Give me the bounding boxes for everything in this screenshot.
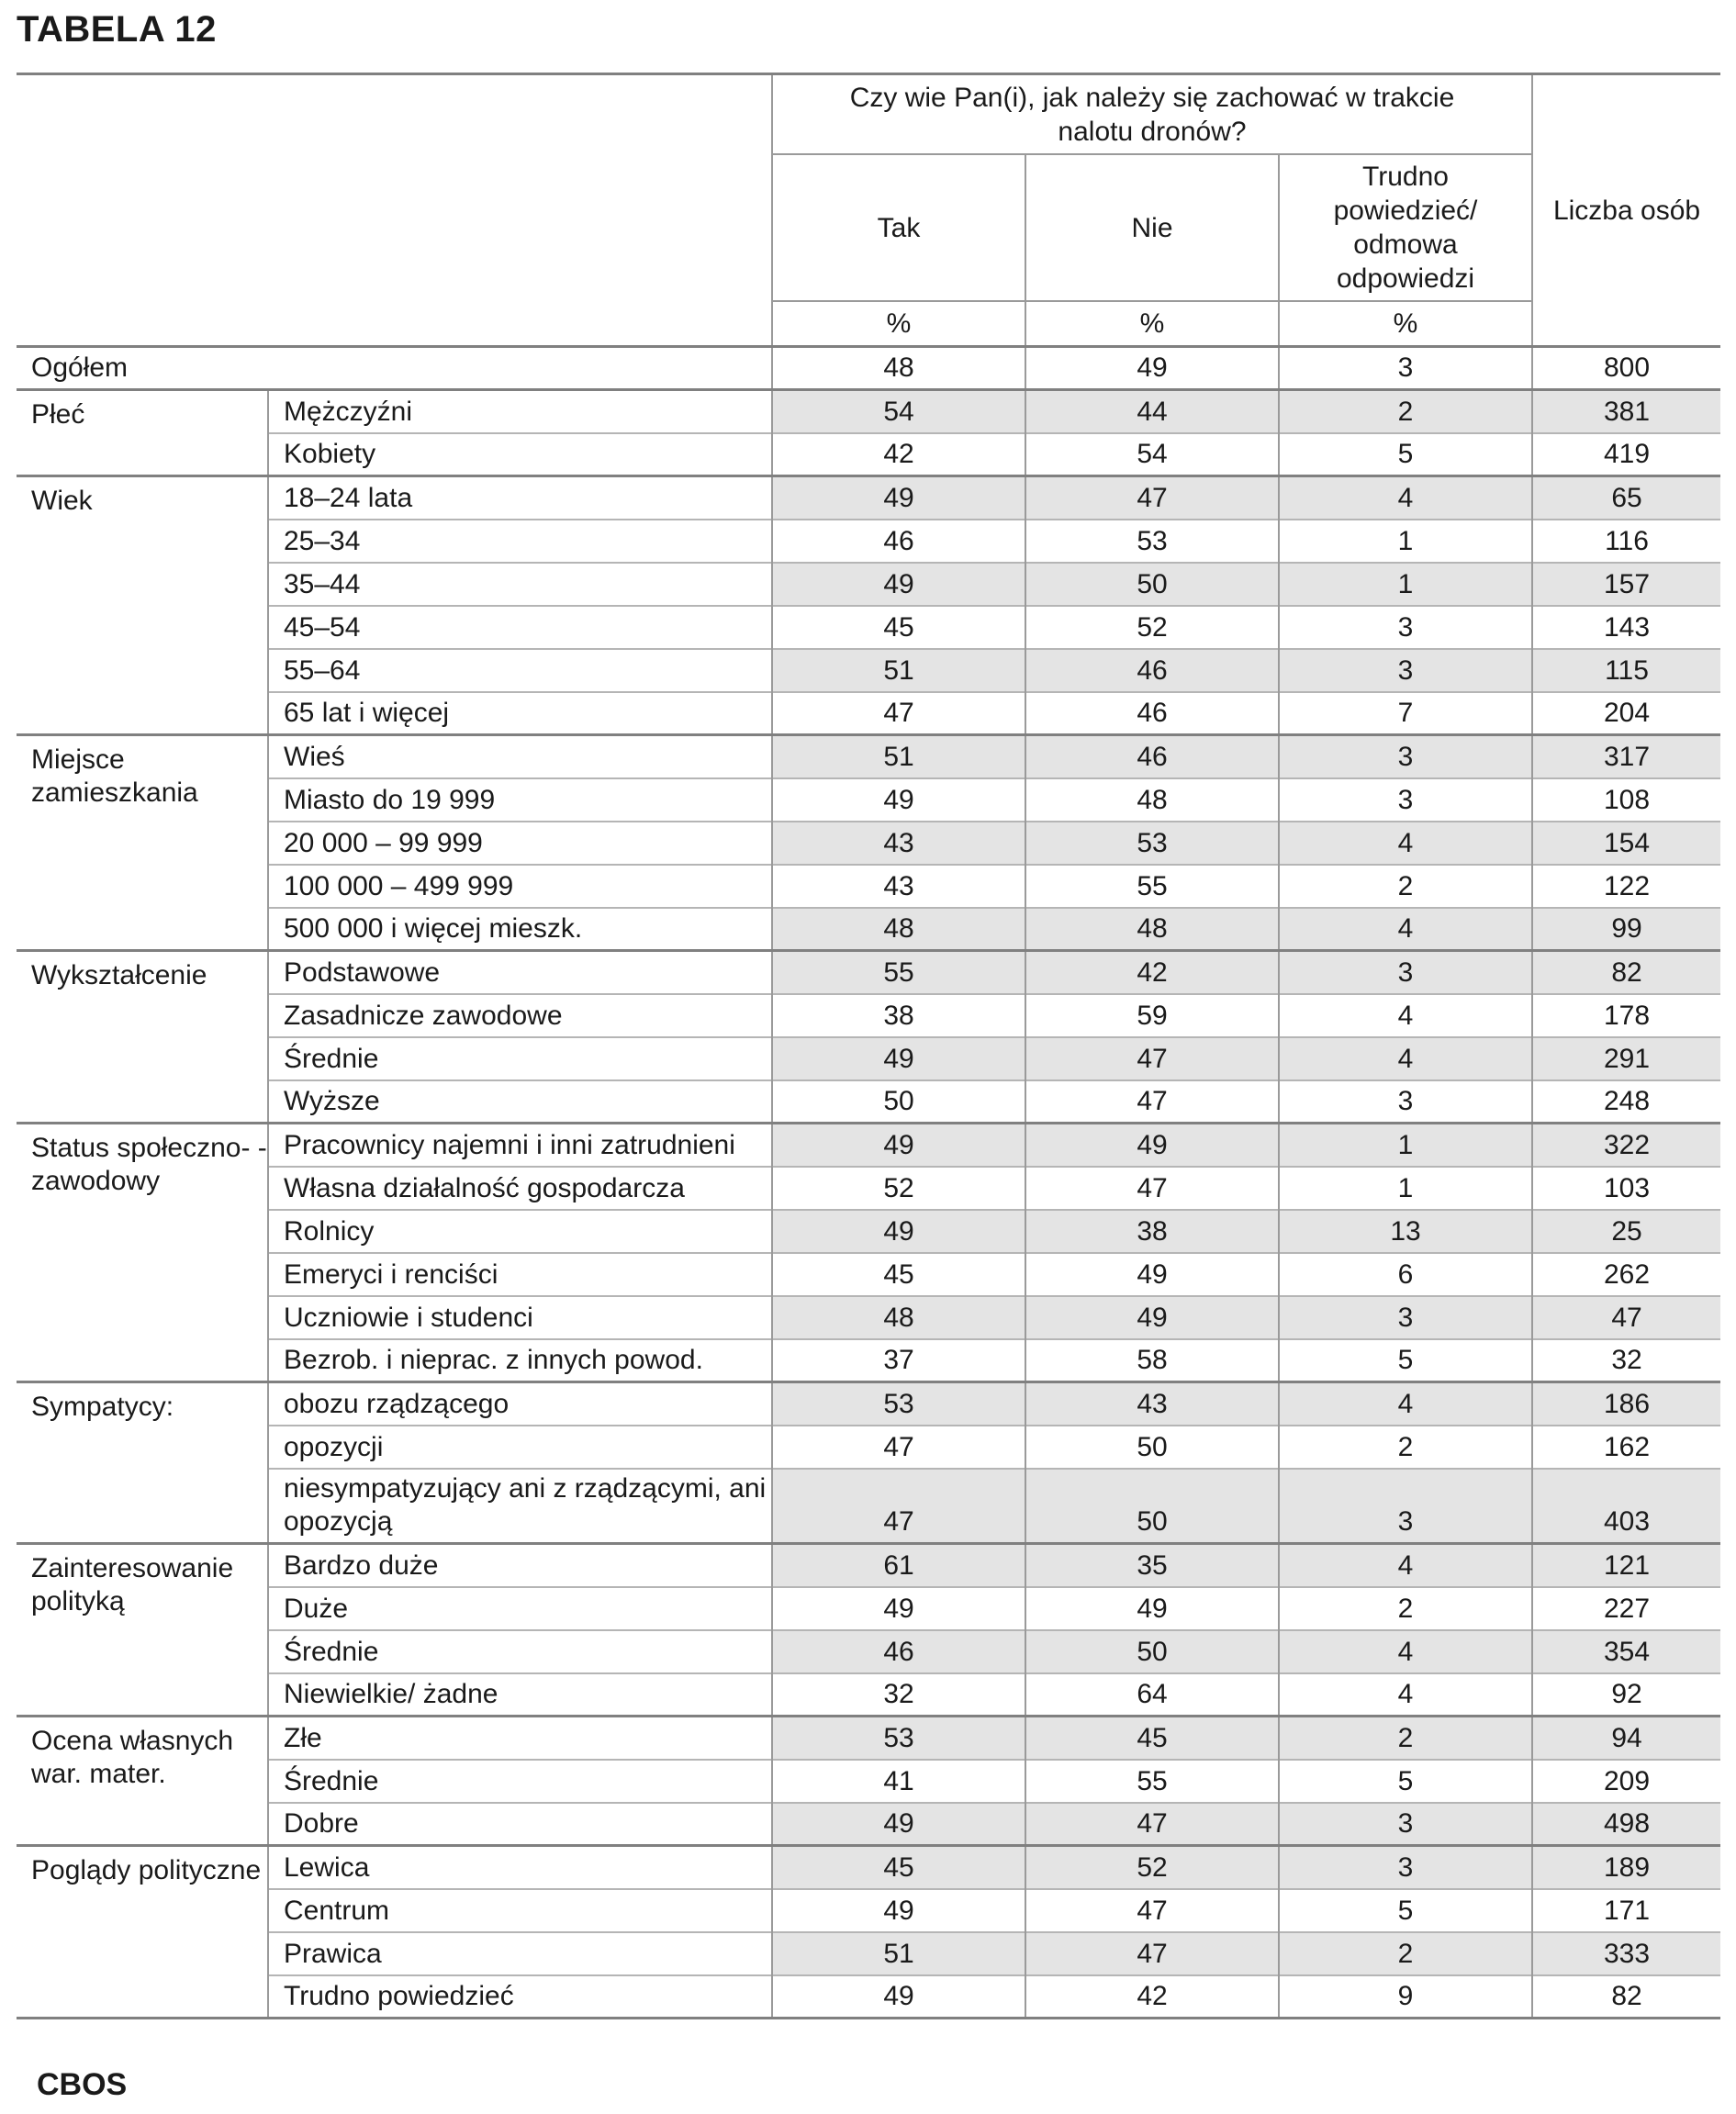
cell-trudno: 3 — [1279, 1803, 1532, 1846]
row-label: 45–54 — [268, 606, 772, 649]
table-row — [17, 1426, 1720, 1469]
cell-trudno: 7 — [1279, 692, 1532, 735]
cell-nie: 47 — [1025, 1889, 1279, 1932]
row-label: Średnie — [268, 1037, 772, 1080]
cell-trudno: 3 — [1279, 606, 1532, 649]
row-label: Prawica — [268, 1932, 772, 1975]
cell-tak: 45 — [772, 1846, 1025, 1889]
cell-nie: 49 — [1025, 1253, 1279, 1296]
cell-count: 99 — [1532, 908, 1720, 951]
table-row — [17, 1124, 1720, 1167]
table-row — [17, 778, 1720, 822]
cell-trudno: 1 — [1279, 1124, 1532, 1167]
row-label: 65 lat i więcej — [268, 692, 772, 735]
table-row — [17, 1544, 1720, 1587]
cell-tak: 47 — [772, 692, 1025, 735]
row-label: Uczniowie i studenci — [268, 1296, 772, 1339]
table-row — [17, 606, 1720, 649]
cell-tak: 43 — [772, 822, 1025, 865]
cell-nie: 53 — [1025, 520, 1279, 563]
cell-nie: 47 — [1025, 1080, 1279, 1124]
row-label: Bardzo duże — [268, 1544, 772, 1587]
table-row — [17, 1080, 1720, 1124]
row-label: Pracownicy najemni i inni zatrudnieni — [268, 1124, 772, 1167]
cell-count: 65 — [1532, 476, 1720, 520]
cell-tak: 53 — [772, 1717, 1025, 1760]
cell-tak: 55 — [772, 951, 1025, 994]
cell-tak: 45 — [772, 606, 1025, 649]
cell-tak: 53 — [772, 1382, 1025, 1426]
row-label: Lewica — [268, 1846, 772, 1889]
row-label: Wieś — [268, 735, 772, 778]
cell-nie: 52 — [1025, 606, 1279, 649]
column-header-tak: Tak — [772, 154, 1025, 301]
cell-trudno: 9 — [1279, 1975, 1532, 2019]
cell-count: 333 — [1532, 1932, 1720, 1975]
cell-count: 227 — [1532, 1587, 1720, 1630]
cell-trudno: 5 — [1279, 1339, 1532, 1382]
cell-count: 122 — [1532, 865, 1720, 908]
cell-trudno: 2 — [1279, 865, 1532, 908]
survey-table — [17, 73, 1720, 2019]
row-label: opozycji — [268, 1426, 772, 1469]
cell-nie: 49 — [1025, 1587, 1279, 1630]
cell-count: 162 — [1532, 1426, 1720, 1469]
cell-nie: 48 — [1025, 908, 1279, 951]
row-label: obozu rządzącego — [268, 1382, 772, 1426]
cell-nie: 50 — [1025, 563, 1279, 606]
row-label: Złe — [268, 1717, 772, 1760]
cell-count: 209 — [1532, 1760, 1720, 1803]
cell-tak: 49 — [772, 1210, 1025, 1253]
cell-trudno: 1 — [1279, 520, 1532, 563]
cell-nie: 45 — [1025, 1717, 1279, 1760]
cell-nie: 42 — [1025, 1975, 1279, 2019]
table-row — [17, 994, 1720, 1037]
cell-tak: 32 — [772, 1673, 1025, 1717]
cell-tak: 42 — [772, 433, 1025, 476]
row-label: Emeryci i renciści — [268, 1253, 772, 1296]
cell-trudno: 4 — [1279, 1382, 1532, 1426]
cell-tak: 51 — [772, 735, 1025, 778]
cell-tak: 37 — [772, 1339, 1025, 1382]
cell-trudno: 3 — [1279, 951, 1532, 994]
cell-nie: 55 — [1025, 865, 1279, 908]
table-title: TABELA 12 — [17, 9, 217, 50]
table-row — [17, 692, 1720, 735]
unit-label: % — [1279, 301, 1532, 347]
table-row — [17, 433, 1720, 476]
cell-nie: 46 — [1025, 735, 1279, 778]
group-label: Sympatycy: — [17, 1382, 268, 1544]
cell-nie: 50 — [1025, 1630, 1279, 1673]
cell-tak: 47 — [772, 1469, 1025, 1544]
cell-trudno: 3 — [1279, 735, 1532, 778]
cell-trudno: 5 — [1279, 1760, 1532, 1803]
header-blank — [17, 74, 772, 347]
cell-nie: 50 — [1025, 1469, 1279, 1544]
cell-trudno: 3 — [1279, 1296, 1532, 1339]
table-row — [17, 1846, 1720, 1889]
cell-tak: 49 — [772, 1889, 1025, 1932]
row-label: Rolnicy — [268, 1210, 772, 1253]
cell-count: 116 — [1532, 520, 1720, 563]
table-row — [17, 563, 1720, 606]
table-row — [17, 649, 1720, 692]
cell-tak: 49 — [772, 1803, 1025, 1846]
cell-tak: 52 — [772, 1167, 1025, 1210]
cell-nie: 49 — [1025, 347, 1279, 390]
cell-nie: 49 — [1025, 1124, 1279, 1167]
cell-nie: 53 — [1025, 822, 1279, 865]
cell-count: 171 — [1532, 1889, 1720, 1932]
cell-nie: 43 — [1025, 1382, 1279, 1426]
row-label: Dobre — [268, 1803, 772, 1846]
count-header: Liczba osób — [1532, 74, 1720, 347]
table-row — [17, 1339, 1720, 1382]
table-row — [17, 1587, 1720, 1630]
group-label: Wiek — [17, 476, 268, 735]
cell-tak: 54 — [772, 390, 1025, 433]
cell-trudno: 5 — [1279, 433, 1532, 476]
cell-count: 92 — [1532, 1673, 1720, 1717]
table-row — [17, 1469, 1720, 1544]
cell-trudno: 13 — [1279, 1210, 1532, 1253]
table-row — [17, 908, 1720, 951]
cell-tak: 45 — [772, 1253, 1025, 1296]
total-label: Ogółem — [17, 347, 772, 390]
table-row — [17, 1253, 1720, 1296]
row-label: Miasto do 19 999 — [268, 778, 772, 822]
cell-nie: 59 — [1025, 994, 1279, 1037]
cell-trudno: 1 — [1279, 563, 1532, 606]
row-label: 100 000 – 499 999 — [268, 865, 772, 908]
table-row — [17, 476, 1720, 520]
cell-tak: 51 — [772, 649, 1025, 692]
table-row — [17, 520, 1720, 563]
total-row — [17, 347, 1720, 390]
group-label: Miejsce zamieszkania — [17, 735, 268, 951]
cell-count: 115 — [1532, 649, 1720, 692]
cell-nie: 42 — [1025, 951, 1279, 994]
cell-tak: 46 — [772, 520, 1025, 563]
cell-tak: 49 — [772, 563, 1025, 606]
cell-trudno: 6 — [1279, 1253, 1532, 1296]
cell-count: 354 — [1532, 1630, 1720, 1673]
table-row — [17, 1717, 1720, 1760]
row-label: Bezrob. i nieprac. z innych powod. — [268, 1339, 772, 1382]
group-label: Poglądy polityczne — [17, 1846, 268, 2019]
cell-count: 121 — [1532, 1544, 1720, 1587]
cell-count: 322 — [1532, 1124, 1720, 1167]
cell-count: 204 — [1532, 692, 1720, 735]
cell-count: 25 — [1532, 1210, 1720, 1253]
cell-tak: 49 — [772, 1587, 1025, 1630]
cell-trudno: 4 — [1279, 1673, 1532, 1717]
cell-count: 189 — [1532, 1846, 1720, 1889]
cell-count: 143 — [1532, 606, 1720, 649]
cell-trudno: 3 — [1279, 649, 1532, 692]
cell-trudno: 1 — [1279, 1167, 1532, 1210]
cell-nie: 58 — [1025, 1339, 1279, 1382]
row-label: Średnie — [268, 1630, 772, 1673]
cell-count: 82 — [1532, 951, 1720, 994]
cell-count: 291 — [1532, 1037, 1720, 1080]
row-label: 55–64 — [268, 649, 772, 692]
table-row — [17, 1167, 1720, 1210]
cell-count: 82 — [1532, 1975, 1720, 2019]
row-label: Zasadnicze zawodowe — [268, 994, 772, 1037]
cell-count: 419 — [1532, 433, 1720, 476]
cell-nie: 50 — [1025, 1426, 1279, 1469]
cell-trudno: 4 — [1279, 1630, 1532, 1673]
unit-label: % — [772, 301, 1025, 347]
cell-nie: 35 — [1025, 1544, 1279, 1587]
cell-nie: 54 — [1025, 433, 1279, 476]
cell-trudno: 3 — [1279, 347, 1532, 390]
unit-label: % — [1025, 301, 1279, 347]
row-label: Własna działalność gospodarcza — [268, 1167, 772, 1210]
cell-count: 178 — [1532, 994, 1720, 1037]
table-row — [17, 1932, 1720, 1975]
row-label: 18–24 lata — [268, 476, 772, 520]
group-label: Status społeczno- -zawodowy — [17, 1124, 268, 1382]
row-label: 500 000 i więcej mieszk. — [268, 908, 772, 951]
cell-trudno: 4 — [1279, 994, 1532, 1037]
cell-trudno: 4 — [1279, 822, 1532, 865]
cell-nie: 46 — [1025, 692, 1279, 735]
cell-tak: 48 — [772, 1296, 1025, 1339]
table-row — [17, 1803, 1720, 1846]
cell-tak: 49 — [772, 778, 1025, 822]
cell-tak: 49 — [772, 1975, 1025, 2019]
cell-nie: 52 — [1025, 1846, 1279, 1889]
cell-trudno: 4 — [1279, 476, 1532, 520]
cell-count: 800 — [1532, 347, 1720, 390]
cell-nie: 48 — [1025, 778, 1279, 822]
cell-count: 317 — [1532, 735, 1720, 778]
cell-nie: 46 — [1025, 649, 1279, 692]
row-label: 25–34 — [268, 520, 772, 563]
table-row — [17, 1037, 1720, 1080]
table-row — [17, 735, 1720, 778]
row-label: Średnie — [268, 1760, 772, 1803]
row-label: niesympatyzujący ani z rządzącymi, ani opozycją — [268, 1469, 772, 1544]
cell-count: 403 — [1532, 1469, 1720, 1544]
question-header: Czy wie Pan(i), jak należy się zachować w trakcie nalotu dronów? — [772, 74, 1532, 155]
cell-nie: 55 — [1025, 1760, 1279, 1803]
row-label: Niewielkie/ żadne — [268, 1673, 772, 1717]
cell-count: 94 — [1532, 1717, 1720, 1760]
row-label: Mężczyźni — [268, 390, 772, 433]
cell-count: 47 — [1532, 1296, 1720, 1339]
cell-tak: 49 — [772, 1124, 1025, 1167]
group-label: Zainteresowanie polityką — [17, 1544, 268, 1717]
cell-count: 157 — [1532, 563, 1720, 606]
table-row — [17, 951, 1720, 994]
table-row — [17, 1382, 1720, 1426]
table-row — [17, 1210, 1720, 1253]
cell-trudno: 3 — [1279, 1469, 1532, 1544]
cell-count: 262 — [1532, 1253, 1720, 1296]
cell-trudno: 3 — [1279, 1080, 1532, 1124]
cell-nie: 47 — [1025, 476, 1279, 520]
cell-nie: 38 — [1025, 1210, 1279, 1253]
cell-tak: 43 — [772, 865, 1025, 908]
row-label: 20 000 – 99 999 — [268, 822, 772, 865]
cell-count: 498 — [1532, 1803, 1720, 1846]
cell-trudno: 2 — [1279, 390, 1532, 433]
cell-tak: 46 — [772, 1630, 1025, 1673]
cell-nie: 47 — [1025, 1932, 1279, 1975]
cell-tak: 61 — [772, 1544, 1025, 1587]
row-label: Centrum — [268, 1889, 772, 1932]
cell-trudno: 4 — [1279, 1544, 1532, 1587]
table-body — [17, 347, 1720, 2019]
cell-tak: 41 — [772, 1760, 1025, 1803]
cell-count: 154 — [1532, 822, 1720, 865]
cell-trudno: 5 — [1279, 1889, 1532, 1932]
table-row — [17, 1630, 1720, 1673]
cell-tak: 49 — [772, 1037, 1025, 1080]
cell-trudno: 4 — [1279, 1037, 1532, 1080]
cell-tak: 49 — [772, 476, 1025, 520]
cell-tak: 50 — [772, 1080, 1025, 1124]
cell-count: 381 — [1532, 390, 1720, 433]
cell-trudno: 4 — [1279, 908, 1532, 951]
cell-nie: 64 — [1025, 1673, 1279, 1717]
row-label: Kobiety — [268, 433, 772, 476]
cell-trudno: 3 — [1279, 1846, 1532, 1889]
cell-tak: 38 — [772, 994, 1025, 1037]
row-label: Wyższe — [268, 1080, 772, 1124]
group-label: Płeć — [17, 390, 268, 476]
table-row — [17, 1889, 1720, 1932]
group-label: Wykształcenie — [17, 951, 268, 1124]
cell-nie: 49 — [1025, 1296, 1279, 1339]
cell-count: 103 — [1532, 1167, 1720, 1210]
table-header — [17, 74, 1720, 347]
cell-nie: 47 — [1025, 1037, 1279, 1080]
cell-tak: 48 — [772, 908, 1025, 951]
group-label: Ocena własnych war. mater. — [17, 1717, 268, 1846]
table-row — [17, 822, 1720, 865]
cell-tak: 47 — [772, 1426, 1025, 1469]
cell-nie: 44 — [1025, 390, 1279, 433]
cell-nie: 47 — [1025, 1803, 1279, 1846]
table-row — [17, 1760, 1720, 1803]
cell-count: 186 — [1532, 1382, 1720, 1426]
table-row — [17, 1975, 1720, 2019]
table-row — [17, 1673, 1720, 1717]
cell-trudno: 2 — [1279, 1932, 1532, 1975]
cell-tak: 51 — [772, 1932, 1025, 1975]
cell-tak: 48 — [772, 347, 1025, 390]
cell-trudno: 2 — [1279, 1587, 1532, 1630]
row-label: Duże — [268, 1587, 772, 1630]
cell-count: 108 — [1532, 778, 1720, 822]
cell-count: 248 — [1532, 1080, 1720, 1124]
row-label: 35–44 — [268, 563, 772, 606]
footer-source: CBOS — [37, 2067, 128, 2102]
cell-count: 32 — [1532, 1339, 1720, 1382]
column-header-nie: Nie — [1025, 154, 1279, 301]
cell-trudno: 2 — [1279, 1426, 1532, 1469]
column-header-trudno: Trudno powiedzieć/ odmowa odpowiedzi — [1279, 154, 1532, 301]
cell-trudno: 2 — [1279, 1717, 1532, 1760]
cell-nie: 47 — [1025, 1167, 1279, 1210]
table-row — [17, 390, 1720, 433]
cell-trudno: 3 — [1279, 778, 1532, 822]
row-label: Trudno powiedzieć — [268, 1975, 772, 2019]
table-row — [17, 1296, 1720, 1339]
table-row — [17, 865, 1720, 908]
row-label: Podstawowe — [268, 951, 772, 994]
